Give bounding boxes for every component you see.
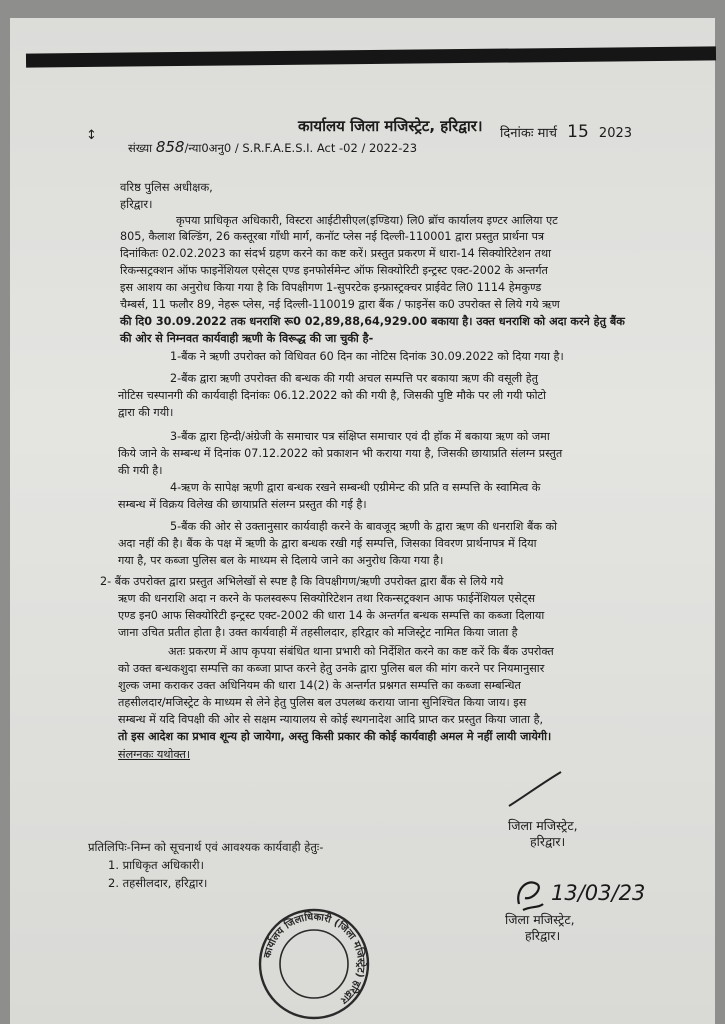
list-item: नोटिस चस्पानगी की कार्यवाही दिनांकः 06.12.2022 को की गयी है, जिसकी पुष्टि मौके पर ली गयी फोटो xyxy=(118,389,547,402)
para1-line: कृपया प्राधिकृत अधिकारी, विस्टरा आईटीसीएल(इण्डिया) लि0 ब्रॉच कार्यालय इण्टर आलिया एट xyxy=(176,214,558,227)
office-title: कार्यालय जिला मजिस्ट्रेट, हरिद्वार। xyxy=(298,117,483,135)
signature-date: 13/03/23 xyxy=(551,881,646,905)
para2-line: ऋण की धनराशि अदा न करने के फलस्वरूप सिक्योरिटेशन तथा रिकन्सट्रक्शन आफ फाईनेंशियल एसेट्स xyxy=(118,592,536,605)
addressee-place: हरिद्वार। xyxy=(120,197,153,211)
sig2-title: जिला मजिस्ट्रेट, xyxy=(505,912,575,927)
office-seal-stamp xyxy=(256,906,372,1022)
para3-line: अतः प्रकरण में आप कृपया संबंधित थाना प्रभारी को निर्देशित करने का कष्ट करें कि बैंक उपरोक्त xyxy=(168,645,554,658)
para1-line: चैम्बर्स, 11 फलौर 89, नेहरू प्लेस, नई दिल्ली-110019 द्वारा बैंक / फाइनेंस क0 उपरोक्त से लिये गये ऋण xyxy=(120,298,560,311)
margin-mark: ↕ xyxy=(86,128,97,143)
ref-suffix: /न्या0अनु0 / S.R.F.A.E.S.I. Act -02 / 2022-23 xyxy=(184,141,418,155)
para3-line: को उक्त बन्धकशुदा सम्पत्ति का कब्जा प्राप्त करने हेतु उनके द्वारा पुलिस बल की मांग करने पर नियमानुसार xyxy=(118,662,545,675)
ref-prefix: संख्या xyxy=(128,141,153,155)
sig1-place: हरिद्वार। xyxy=(530,834,566,849)
ref-number: 858 xyxy=(155,138,185,156)
copy-to-item: 1. प्राधिकृत अधिकारी। xyxy=(108,858,204,872)
handwritten-signature xyxy=(513,870,663,918)
reference-number xyxy=(128,138,417,156)
list-item: गया है, पर कब्जा पुलिस बल के माध्यम से दिलाये जाने का अनुरोध किया गया है। xyxy=(118,554,444,567)
copy-to-item: 2. तहसीलदार, हरिद्वार। xyxy=(108,876,208,890)
date-day: 15 xyxy=(567,122,589,142)
list-item: 3-बैंक द्वारा हिन्दी/अंग्रेजी के समाचार पत्र संक्षिप्त समाचार एवं दी हॉक में बकाया ऋण को जमा xyxy=(170,430,550,443)
sig1-title: जिला मजिस्ट्रेट, xyxy=(508,818,578,833)
list-item: द्वारा की गयी। xyxy=(118,406,174,419)
addressee-title: वरिष्ठ पुलिस अधीक्षक, xyxy=(120,180,213,194)
para1-line: रिकन्सट्रक्शन ऑफ फाइनेंशियल एसेट्स एण्ड इनफोर्समेन्ट ऑफ सिक्योरिटी इन्ट्रस्ट एक्ट-2002 के अन्तर्गत xyxy=(120,264,548,277)
para3-line: सम्बन्ध में यदि विपक्षी की ओर से सक्षम न्यायालय से कोई स्थगनादेश आदि प्राप्त कर प्रस्तुत किया जाता है, xyxy=(118,713,544,726)
para1-line: की ओर से निम्नवत कार्यवाही ऋणी के विरूद्ध की जा चुकी है- xyxy=(120,332,374,345)
signature-stroke-icon xyxy=(505,770,565,810)
sig2-place: हरिद्वार। xyxy=(525,928,561,943)
list-item: सम्बन्ध में विक्रय विलेख की छायाप्रति संलग्न प्रस्तुत की गई है। xyxy=(118,498,367,511)
list-item: 2-बैंक द्वारा ऋणी उपरोक्त की बन्धक की गयी अचल सम्पत्ति पर बकाया ऋण की वसूली हेतु xyxy=(170,372,539,385)
para1-line: 805, कैलाश बिल्डिंग, 26 कस्तूरबा गाँधी मार्ग, कनॉट प्लेस नई दिल्ली-110001 द्वारा प्रस्तुत प्रार्थना पत्र xyxy=(120,230,545,243)
list-item: किये जाने के सम्बन्ध में दिनांक 07.12.2022 को प्रकाशन भी कराया गया है, जिसकी छायाप्रति संलग्न प्रस्तुत xyxy=(118,447,563,460)
para3-line: तो इस आदेश का प्रभाव शून्य हो जायेगा, अस्तु किसी प्रकार की कोई कार्यवाही अमल मे नहीं लायी जायेगी। xyxy=(118,730,552,743)
para2-line: एण्ड इन0 आफ सिक्योरिटी इन्ट्रस्ट एक्ट-2002 की धारा 14 के अन्तर्गत बन्धक सम्पत्ति का कब्जा दिलाया xyxy=(118,609,545,622)
list-item: 1-बैंक ने ऋणी उपरोक्त को विधिवत 60 दिन का नोटिस दिनांक 30.09.2022 को दिया गया है। xyxy=(170,350,564,363)
list-item: 5-बैंक की ओर से उक्तानुसार कार्यवाही करने के बावजूद ऋणी के द्वारा ऋण की धनराशि बैंक को xyxy=(170,520,557,533)
signature-block-1 xyxy=(508,818,578,850)
para2-line: जाना उचित प्रतीत होता है। उक्त कार्यवाही में तहसीलदार, हरिद्वार को मजिस्ट्रेट नामित किया जाता है xyxy=(118,626,518,639)
list-item: 4-ऋण के सापेक्ष ऋणी द्वारा बन्धक रखने सम्बन्धी एग्रीमेन्ट की प्रति व सम्पत्ति के स्वामित्व के xyxy=(170,481,541,494)
date-year: 2023 xyxy=(598,126,633,141)
para3-line: शुल्क जमा कराकर उक्त अधिनियम की धारा 14(2) के अन्तर्गत प्रश्नगत सम्पत्ति का कब्जा सम्बन्धित xyxy=(118,679,521,692)
signature-block-2 xyxy=(505,912,575,944)
enclosure-note: संलग्नकः यथोक्त। xyxy=(118,748,191,761)
para1-line: की दि0 30.09.2022 तक धनराशि रू0 02,89,88,64,929.00 बकाया है। उक्त धनराशि को अदा करने हेतु बैंक xyxy=(120,315,625,328)
seal-text: कार्यालय जिलाधिकारी (जिला मजिस्ट्रेट) हरिद्वार xyxy=(262,911,367,1006)
list-item: अदा नहीं की है। बैंक के पक्ष में ऋणी के द्वारा बन्धक रखी गई सम्पत्ति, जिसका विवरण प्रार्थनापत्र में दिया xyxy=(118,537,537,550)
copy-to-heading: प्रतिलिपिः-निम्न को सूचनार्थ एवं आवश्यक कार्यवाही हेतुः- xyxy=(88,840,324,854)
list-item: की गयी है। xyxy=(118,464,163,477)
para1-line: इस आशय का अनुरोध किया गया है कि विपक्षीगण 1-सुपरटेक इन्फ्रास्ट्रक्चर प्राईवेट लि0 1114 हेमकुण्ड xyxy=(120,281,542,294)
date-label: दिनांकः मार्च xyxy=(500,126,557,141)
letter-date xyxy=(500,122,632,142)
para2-line: 2- बैंक उपरोक्त द्वारा प्रस्तुत अभिलेखों से स्पष्ट है कि विपक्षीगण/ऋणी उपरोक्त द्वारा बैंक से लिये गये xyxy=(100,575,504,588)
para3-line: तहसीलदार/मजिस्ट्रेट के माध्यम से लेने हेतु पुलिस बल उपलब्ध कराया जाना सुनिश्चित किया जाय। इस xyxy=(118,696,527,709)
para1-line: दिनांकितः 02.02.2023 का संदर्भ ग्रहण करने का कष्ट करें। प्रस्तुत प्रकरण में धारा-14 सिक्योरिटेशन तथा xyxy=(120,247,551,260)
